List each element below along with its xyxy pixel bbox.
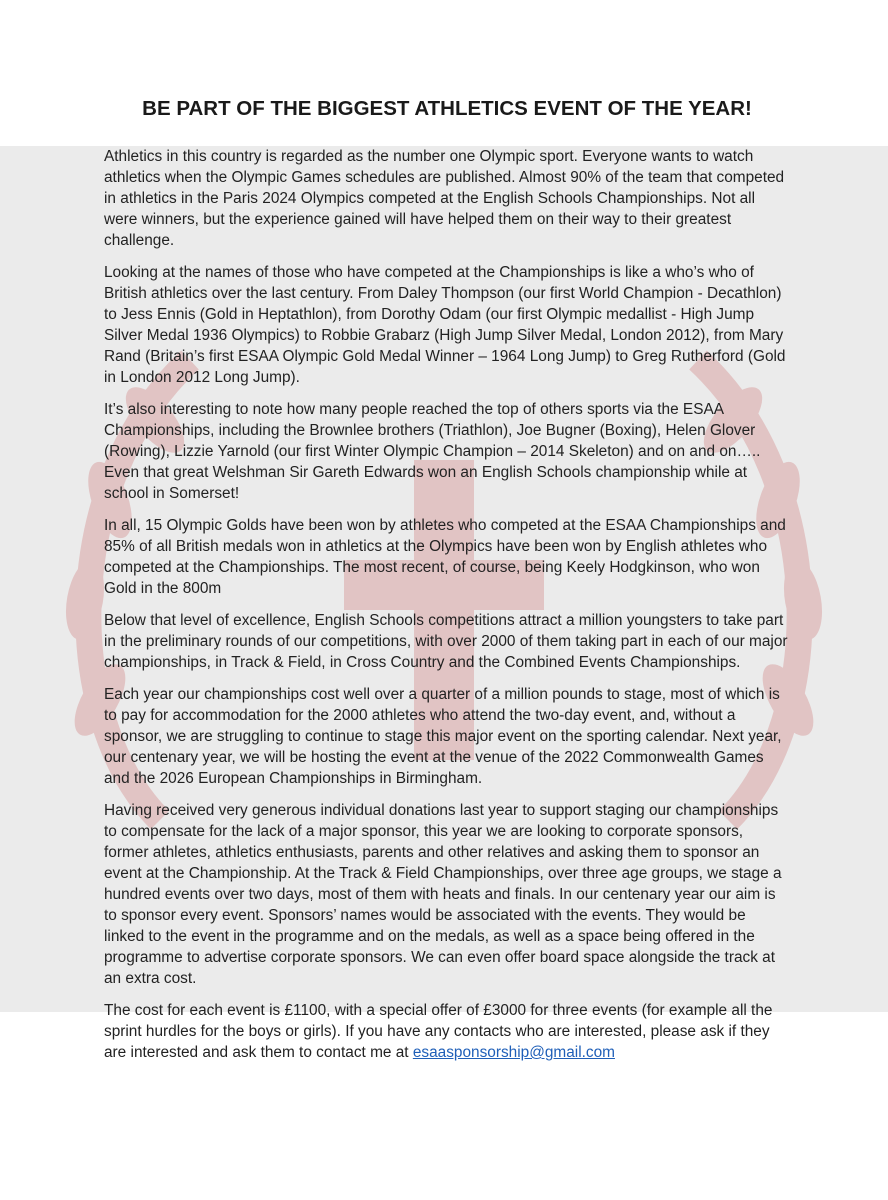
paragraph-text: Looking at the names of those who have competed at the Championships is like a who’s who of British athletics over the last century. From Daley Thompson (our first World Champion - Decathlon) to Jess Ennis (Gold in Heptathlon), from Dorothy Odam (our first Olympic medallist - High Jump Silver Medal 1936 Olympics) to Robbie Grabarz (High Jump Silver Medal, London 2012), from Mary Rand (Britain’s first ESAA Olympic Gold Medal Winner – 1964 Long Jump) to Greg Rutherford (Gold in London 2012 Long Jump).: [104, 264, 786, 386]
paragraph-intro: [104, 146, 790, 251]
paragraph-text: Athletics in this country is regarded as the number one Olympic sport. Everyone wants to watch athletics when the Olympic Games schedules are published. Almost 90% of the team that competed in athletics in the Paris 2024 Olympics competed at the English Schools Championships. Not all were winners, but the experience gained will have helped them on their way to their greatest challenge.: [104, 148, 785, 249]
contact-email-link[interactable]: esaasponsorship@gmail.com: [412, 1044, 615, 1061]
paragraph-participation: [104, 610, 790, 673]
paragraph-text: It’s also interesting to note how many people reached the top of others sports via the ESAA Championships, including the Brownlee brothers (Triathlon), Joe Bugner (Boxing), Helen Glover (Rowing), Lizzie Yarnold (our first Winter Olympic Champion – 2014 Skeleton) and on and on….. Even that great Welshman Sir Gareth Edwards won an English Schools championship while at school in Somerset!: [104, 401, 761, 502]
page-title: BE PART OF THE BIGGEST ATHLETICS EVENT OF THE YEAR!: [142, 97, 752, 120]
paragraph-olympic-golds: [104, 515, 790, 599]
paragraph-closing: [104, 1000, 790, 1063]
closing-text: The cost for each event is £1100, with a special offer of £3000 for three events (for example all the sprint hurdles for the boys or girls). If you have any contacts who are interested, please ask if they are interested and ask them to contact me at: [104, 1002, 773, 1061]
paragraph-history: [104, 262, 790, 388]
paragraph-text: Having received very generous individual donations last year to support staging our championships to compensate for the lack of a major sponsor, this year we are looking to corporate sponsors, former athletes, athletics enthusiasts, parents and other relatives and asking them to sponsor an event at the Championship. At the Track & Field Championships, over three age groups, we stage a hundred events over two days, most of them with heats and finals. In our centenary year our aim is to sponsor every event. Sponsors’ names would be associated with the events. They would be linked to the event in the programme and on the medals, as well as a space being offered in the programme to advertise corporate sponsors. We can even offer board space alongside the track at an extra cost.: [104, 802, 782, 987]
paragraph-sponsorship: [104, 800, 790, 989]
paragraph-other-sports: [104, 399, 790, 504]
paragraph-text: Each year our championships cost well over a quarter of a million pounds to stage, most of which is to pay for accommodation for the 2000 athletes who attend the two-day event, and, without a sponsor, we are struggling to continue to stage this major event on the sporting calendar. Next year, our centenary year, we will be hosting the event at the venue of the 2022 Commonwealth Games and the 2026 European Championships in Birmingham.: [104, 686, 782, 787]
paragraph-costs: [104, 684, 790, 789]
paragraph-text: In all, 15 Olympic Golds have been won by athletes who competed at the ESAA Championships and 85% of all British medals won in athletics at the Olympics have been won by English athletes who competed at the Championships. The most recent, of course, being Keely Hodgkinson, who won Gold in the 800m: [104, 517, 786, 597]
document-body: [104, 94, 790, 1074]
paragraph-text: Below that level of excellence, English Schools competitions attract a million youngsters to take part in the preliminary rounds of our competitions, with over 2000 of them taking part in each of our major championships, in Track & Field, in Cross Country and the Combined Events Championships.: [104, 612, 788, 671]
paragraph-text: [104, 1000, 790, 1063]
